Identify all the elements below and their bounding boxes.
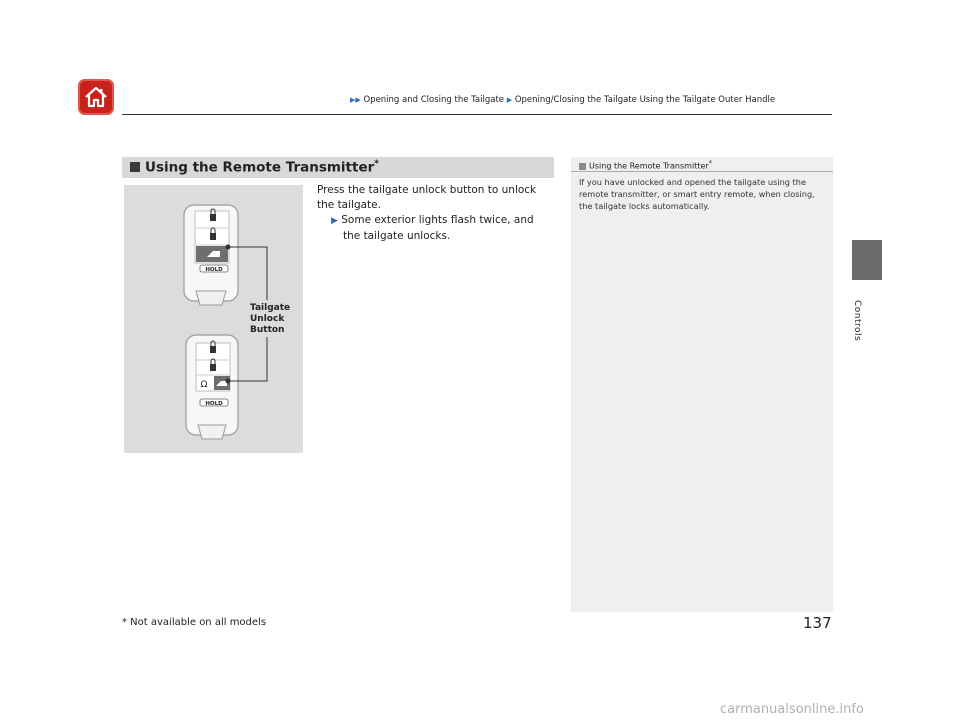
- section-title: Using the Remote Transmitter*: [130, 159, 379, 176]
- instruction-block: [317, 183, 553, 244]
- breadcrumb-item[interactable]: Opening/Closing the Tailgate Using the Tailgate Outer Handle: [514, 95, 776, 105]
- tailgate-unlock-button-callout: Tailgate Unlock Button: [250, 303, 291, 335]
- section-header: [122, 157, 554, 178]
- header-divider: [122, 114, 832, 115]
- chapter-label: Controls: [852, 300, 862, 342]
- home-button[interactable]: [78, 79, 114, 115]
- note-icon: [579, 163, 586, 170]
- home-icon: [83, 84, 109, 110]
- breadcrumb: [350, 95, 775, 105]
- asterisk: *: [374, 159, 379, 169]
- square-bullet-icon: [130, 162, 140, 172]
- note-divider: [571, 171, 833, 172]
- watermark: carmanualsonline.info: [720, 702, 864, 717]
- panic-icon: Ω: [200, 380, 208, 390]
- note-title: Using the Remote Transmitter*: [579, 159, 712, 171]
- key-fob-bottom: [186, 335, 238, 439]
- note-panel: [571, 157, 833, 612]
- page-number: 137: [803, 614, 832, 632]
- instruction-text: Press the tailgate unlock button to unlock the tailgate.: [317, 184, 537, 211]
- result-text: ▶ Some exterior lights flash twice, and the tailgate unlocks.: [331, 214, 534, 242]
- key-fob-top: [184, 205, 238, 305]
- hold-label: HOLD: [205, 267, 223, 273]
- breadcrumb-item[interactable]: Opening and Closing the Tailgate: [363, 95, 505, 105]
- footnote: * Not available on all models: [122, 617, 267, 628]
- triangle-right-icon: ▶▶: [350, 96, 361, 104]
- triangle-right-icon: ▶: [331, 216, 338, 226]
- hold-label: HOLD: [205, 401, 223, 407]
- triangle-right-icon: ▶: [506, 96, 513, 104]
- note-text: If you have unlocked and opened the tailgate using the remote transmitter, or smart entry remote, when closing, the tailgate locks automatically.: [579, 177, 815, 211]
- chapter-tab[interactable]: [852, 240, 882, 280]
